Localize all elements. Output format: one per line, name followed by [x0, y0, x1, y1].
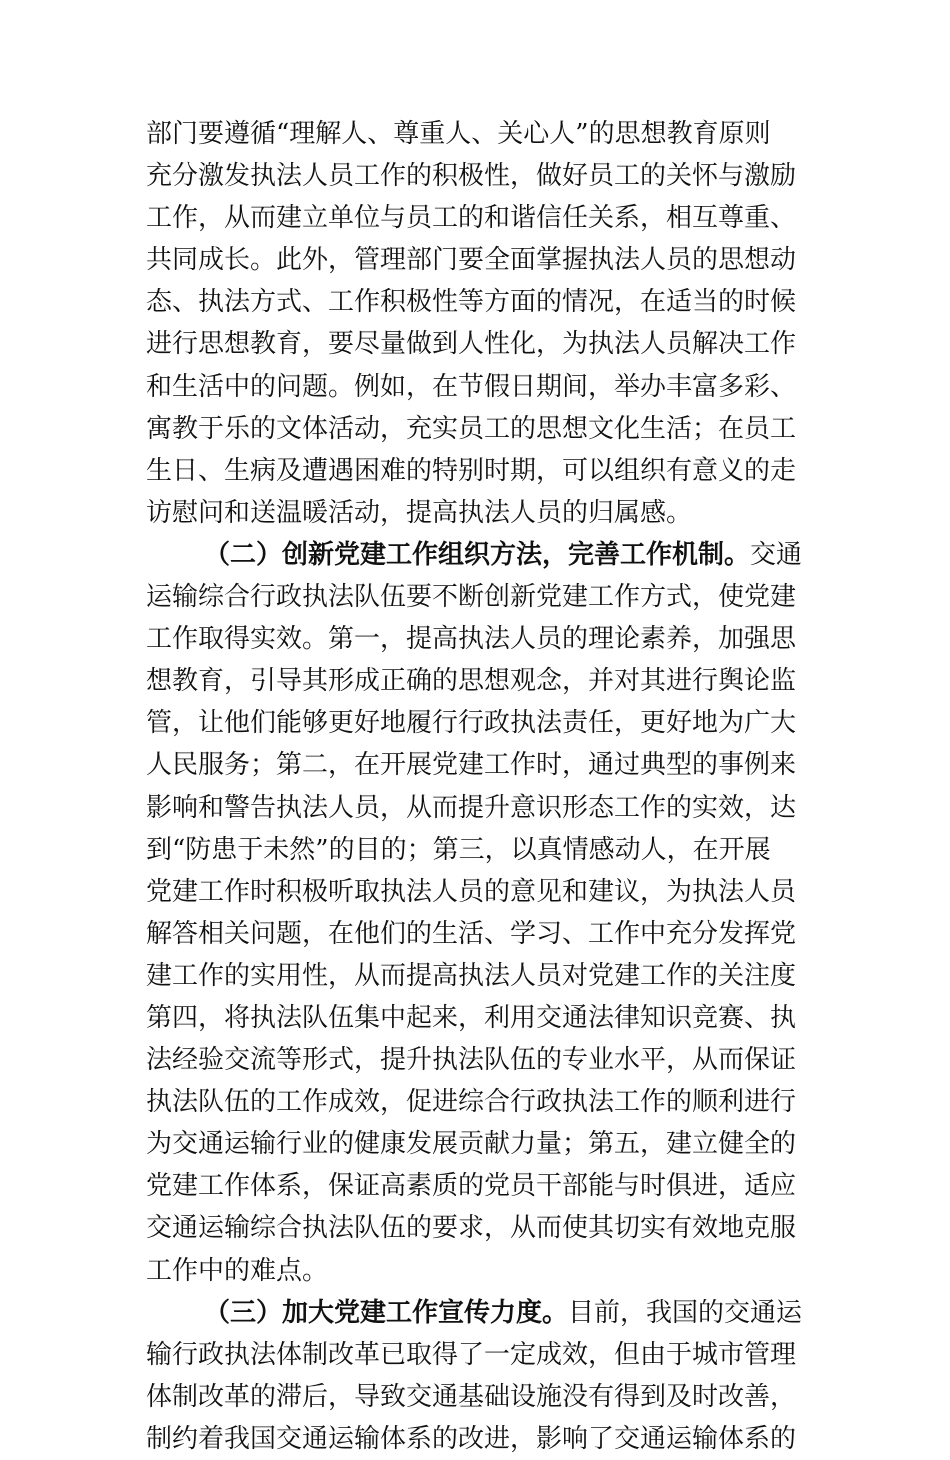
text-line: 运输综合行政执法队伍要不断创新党建工作方式，使党建: [146, 582, 797, 613]
text-line: 为交通运输行业的健康发展贡献力量；第五，建立健全的: [146, 1129, 797, 1160]
text-line: 法经验交流等形式，提升执法队伍的专业水平，从而保证: [146, 1045, 797, 1076]
text-line: 建工作的实用性，从而提高执法人员对党建工作的关注度: [146, 960, 797, 991]
paragraph-2: [146, 534, 806, 1292]
body-text: [146, 113, 806, 1460]
text-line: 到“防患于未然”的目的；第三，以真情感动人，在开展: [146, 834, 771, 865]
text-line: 管，让他们能够更好地履行行政执法责任，更好地为广大: [146, 708, 797, 739]
text-line: 制约着我国交通运输体系的改进，影响了交通运输体系的: [146, 1423, 797, 1454]
text-line: 工作取得实效。第一，提高执法人员的理论素养，加强思: [146, 624, 797, 655]
text-line: 党建工作体系，保证高素质的党员干部能与时俱进，适应: [146, 1171, 797, 1202]
text-line: 生日、生病及遭遇困难的特别时期，可以组织有意义的走: [146, 455, 797, 486]
section-heading: （二）创新党建工作组织方法，完善工作机制。: [204, 539, 751, 570]
text-line: 交通运输综合执法队伍的要求，从而使其切实有效地克服: [146, 1213, 797, 1244]
paragraph-1: [146, 113, 806, 534]
text-run: 目前，我国的交通运: [568, 1297, 803, 1328]
paragraph-3: [146, 1292, 806, 1460]
text-line: 访慰问和送温暖活动，提高执法人员的归属感。: [146, 497, 693, 528]
text-run: 交通: [750, 539, 803, 570]
text-line: 输行政执法体制改革已取得了一定成效，但由于城市管理: [146, 1339, 797, 1370]
text-line: 态、执法方式、工作积极性等方面的情况，在适当的时候: [146, 287, 797, 318]
text-line: 人民服务；第二，在开展党建工作时，通过典型的事例来: [146, 750, 797, 781]
text-line: 党建工作时积极听取执法人员的意见和建议，为执法人员: [146, 876, 797, 907]
text-line: 和生活中的问题。例如，在节假日期间，举办丰富多彩、: [146, 371, 797, 402]
text-line: 执法队伍的工作成效，促进综合行政执法工作的顺利进行: [146, 1087, 797, 1118]
text-line: 寓教于乐的文体活动，充实员工的思想文化生活；在员工: [146, 413, 797, 444]
paragraph-3-first-line: [146, 1292, 806, 1334]
text-line: 充分激发执法人员工作的积极性，做好员工的关怀与激励: [146, 161, 797, 192]
section-heading: （三）加大党建工作宣传力度。: [204, 1297, 569, 1328]
paragraph-2-first-line: [146, 534, 806, 576]
text-line: 解答相关问题，在他们的生活、学习、工作中充分发挥党: [146, 918, 797, 949]
text-line: 进行思想教育，要尽量做到人性化，为执法人员解决工作: [146, 329, 797, 360]
text-line: 想教育，引导其形成正确的思想观念，并对其进行舆论监: [146, 666, 797, 697]
text-line: 共同成长。此外，管理部门要全面掌握执法人员的思想动: [146, 245, 797, 276]
text-line: 工作中的难点。: [146, 1255, 329, 1286]
text-line: 部门要遵循“理解人、尊重人、关心人”的思想教育原则: [146, 119, 771, 149]
text-line: 影响和警告执法人员，从而提升意识形态工作的实效，达: [146, 792, 797, 823]
text-line: 工作，从而建立单位与员工的和谐信任关系，相互尊重、: [146, 203, 797, 234]
text-line: 第四，将执法队伍集中起来，利用交通法律知识竞赛、执: [146, 1002, 797, 1033]
text-line: 体制改革的滞后，导致交通基础设施没有得到及时改善，: [146, 1381, 797, 1412]
